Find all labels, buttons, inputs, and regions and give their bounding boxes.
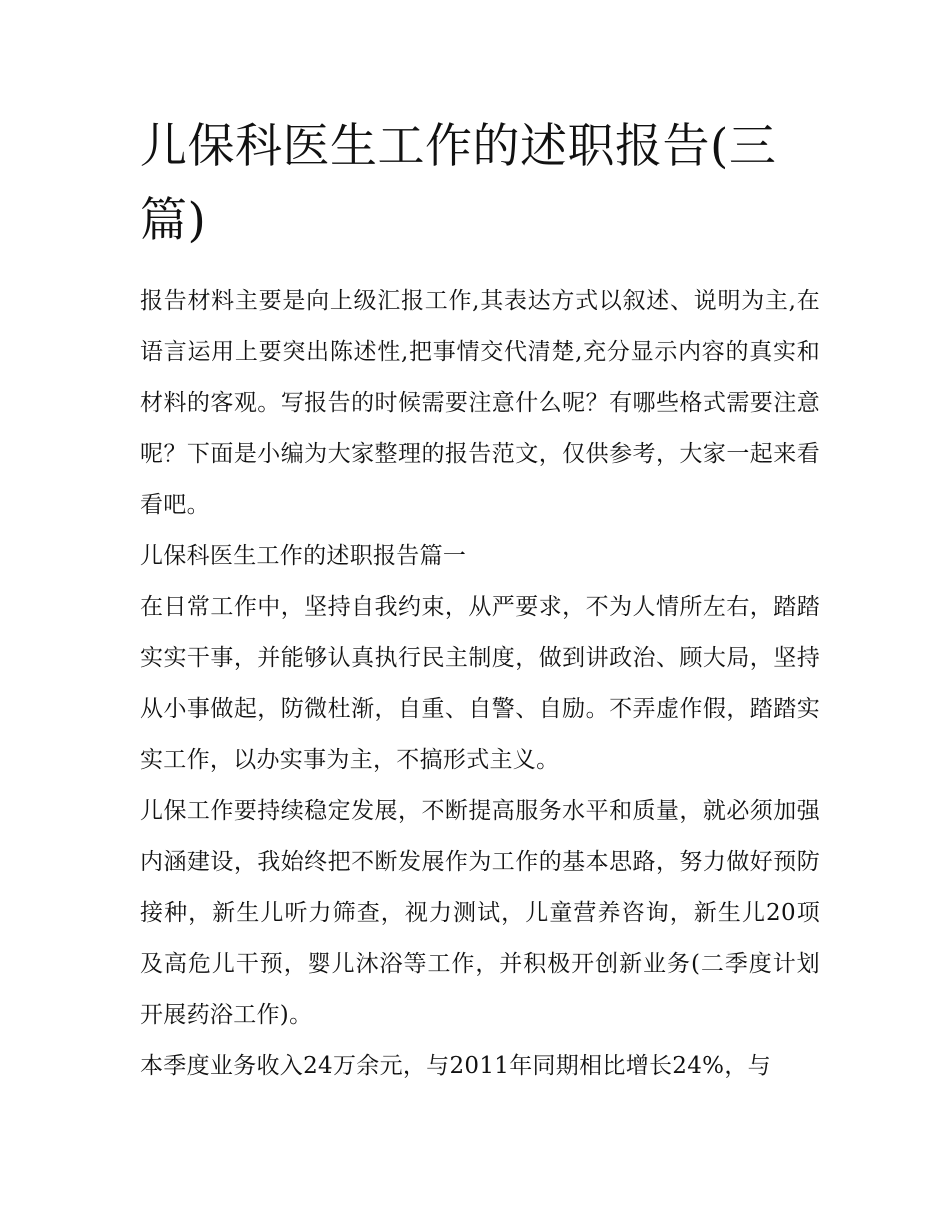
section-heading: 儿保科医生工作的述职报告篇一 <box>140 543 467 569</box>
body-paragraph-1: 在日常工作中，坚持自我约束，从严要求，不为人情所左右，踏踏实实干事，并能够认真执行民主制度，做到讲政治、顾大局，坚持从小事做起，防微杜渐，自重、自警、自励。不弄虚作假，踏踏实实工作，以办实事为主，不搞形式主义。 <box>140 594 820 773</box>
document-body <box>140 276 820 1092</box>
document-title: 儿保科医生工作的述职报告(三篇) <box>140 119 777 248</box>
intro-paragraph: 报告材料主要是向上级汇报工作,其表达方式以叙述、说明为主,在语言运用上要突出陈述性,把事情交代清楚,充分显示内容的真实和材料的客观。写报告的时候需要注意什么呢？有哪些格式需要注意呢？下面是小编为大家整理的报告范文，仅供参考，大家一起来看看吧。 <box>140 288 820 518</box>
body-paragraph-3: 本季度业务收入24万余元，与2011年同期相比增长24%，与 <box>140 1053 771 1079</box>
body-paragraph-2: 儿保工作要持续稳定发展，不断提高服务水平和质量，就必须加强内涵建设，我始终把不断发展作为工作的基本思路，努力做好预防接种，新生儿听力筛查，视力测试，儿童营养咨询，新生儿20项及高危儿干预，婴儿沐浴等工作，并积极开创新业务(二季度计划开展药浴工作)。 <box>140 798 820 1028</box>
